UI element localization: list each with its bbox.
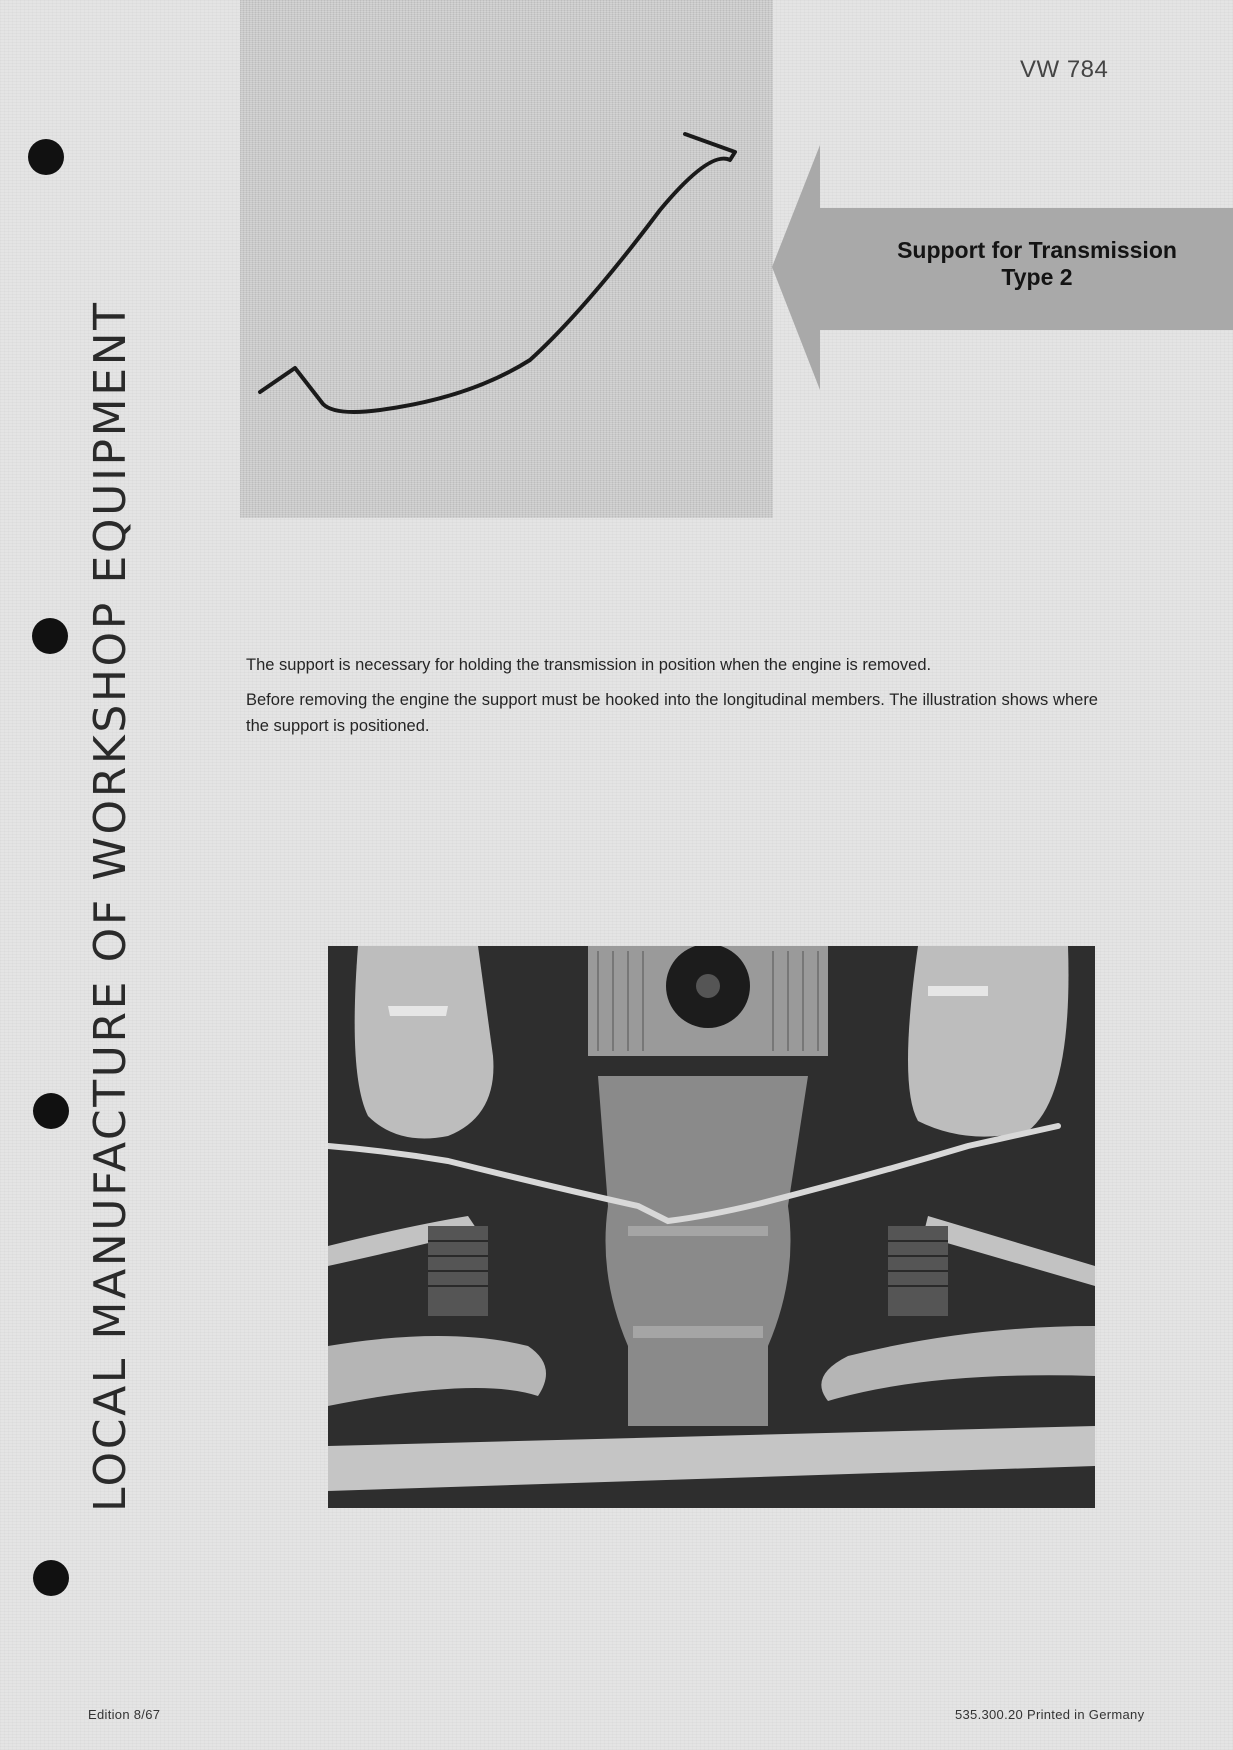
- engine-underside-illustration: [328, 946, 1095, 1508]
- banner-title: [872, 237, 1202, 291]
- punch-hole-2: [32, 618, 68, 654]
- document-number: VW 784: [1020, 56, 1109, 83]
- paragraph-1: The support is necessary for holding the transmission in position when the engine is removed.: [246, 656, 932, 674]
- print-info: 535.300.20 Printed in Germany: [955, 1707, 1145, 1722]
- banner-title-line-2: Type 2: [1001, 264, 1073, 290]
- title-arrow-banner: [772, 145, 1233, 390]
- side-title: LOCAL MANUFACTURE OF WORKSHOP EQUIPMENT: [85, 300, 136, 1512]
- support-rod-illustration: [240, 0, 773, 518]
- banner-title-line-1: Support for Transmission: [897, 237, 1177, 263]
- punch-hole-4: [33, 1560, 69, 1596]
- edition-note: Edition 8/67: [88, 1707, 161, 1722]
- support-photo: [240, 0, 773, 518]
- engine-underside-photo: [328, 946, 1095, 1508]
- punch-hole-3: [33, 1093, 69, 1129]
- body-text: [246, 652, 1098, 748]
- side-title-container: [80, 232, 140, 1512]
- paragraph-2: Before removing the engine the support must be hooked into the longitudinal members. The illustration shows where the support is positioned.: [246, 691, 1098, 735]
- punch-hole-1: [28, 139, 64, 175]
